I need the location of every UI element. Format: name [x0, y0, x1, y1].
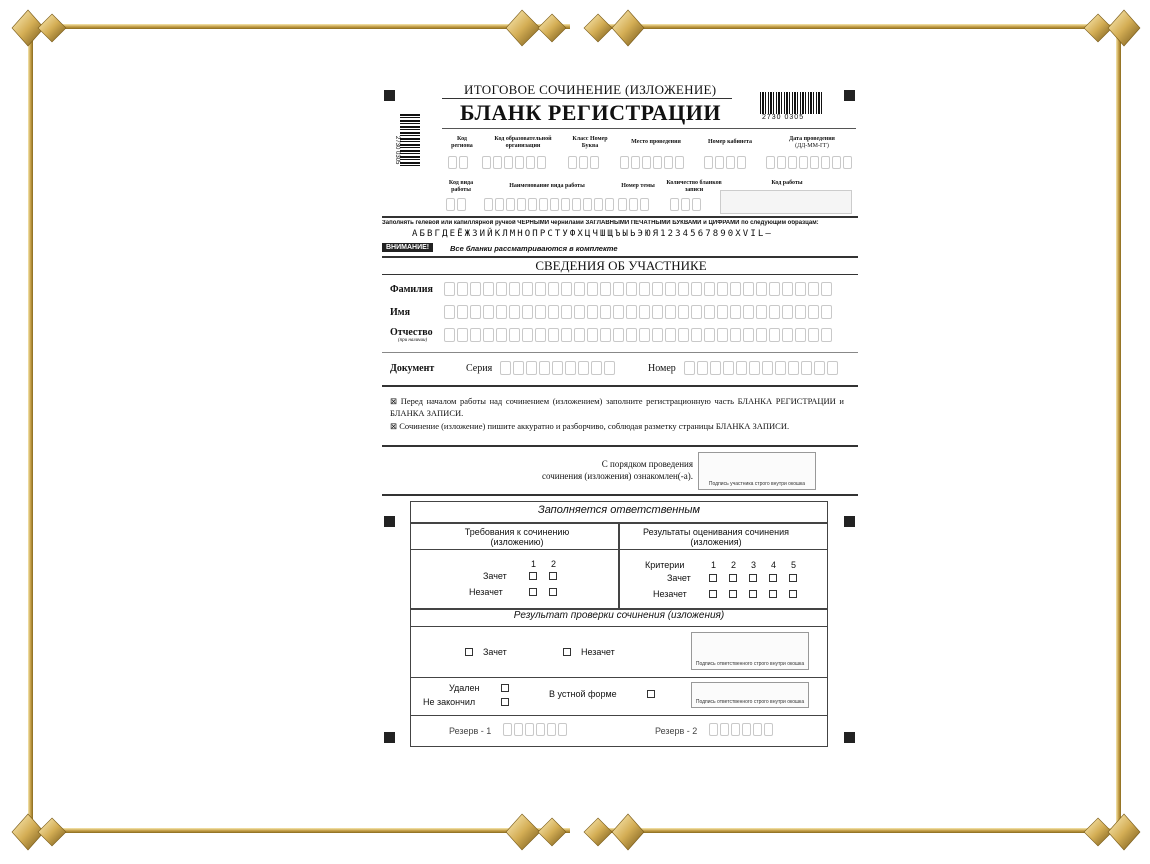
date-format: (ДД-ММ-ГГ): [795, 143, 829, 149]
criteria4-pass-checkbox[interactable]: [769, 574, 777, 582]
work-type-label: Код вида работы: [448, 180, 474, 193]
check-fail-label: Незачет: [581, 647, 615, 657]
note-2: ⊠ Сочинение (изложение) пишите аккуратно и разборчиво, соблюдая разметку страницы БЛАНКА ЗАПИСИ.: [390, 421, 790, 431]
not-finished-checkbox[interactable]: [501, 698, 509, 706]
name-label: Имя: [390, 307, 410, 318]
criteria3-fail-checkbox[interactable]: [749, 590, 757, 598]
criteria-label: Критерии: [645, 560, 685, 570]
criteria5-pass-checkbox[interactable]: [789, 574, 797, 582]
criteria1-pass-checkbox[interactable]: [709, 574, 717, 582]
work-code-label: Код работы: [771, 180, 803, 186]
req2-pass-checkbox[interactable]: [549, 572, 557, 580]
anchor-mark: [384, 90, 395, 101]
topic-cells[interactable]: [618, 198, 649, 211]
column-divider: [618, 522, 620, 608]
check-fail-checkbox[interactable]: [563, 648, 571, 656]
note-1: ⊠ Перед началом работы над сочинением (изложением) заполните регистрационную часть БЛАНКА РЕГИСТРАЦИИ и БЛАНКА ЗАПИСИ.: [390, 396, 844, 418]
req2-fail-checkbox[interactable]: [549, 588, 557, 596]
name-cells[interactable]: [444, 305, 832, 319]
not-finished-label: Не закончил: [423, 697, 476, 707]
anchor-mark: [844, 516, 855, 527]
date-label: Дата проведения: [789, 136, 835, 142]
criteria2-pass-checkbox[interactable]: [729, 574, 737, 582]
registration-form: [378, 80, 864, 770]
series-cells[interactable]: [500, 361, 615, 375]
place-cells[interactable]: [620, 156, 684, 169]
check-pass-label: Зачет: [483, 647, 507, 657]
results-title: Результаты оценивания сочинения (изложения): [643, 527, 789, 547]
reserve-2-label: Резерв - 2: [655, 726, 698, 736]
criteria-pass-label: Зачет: [667, 573, 691, 583]
patronymic-note: (при наличии): [398, 338, 428, 343]
surname-cells[interactable]: [444, 282, 832, 296]
criteria2-fail-checkbox[interactable]: [729, 590, 737, 598]
req-num-2: 2: [551, 559, 557, 569]
block-rule: [411, 715, 827, 716]
oral-form-checkbox[interactable]: [647, 690, 655, 698]
removed-checkbox[interactable]: [501, 684, 509, 692]
responsible-block: [410, 501, 828, 747]
criteria1-fail-checkbox[interactable]: [709, 590, 717, 598]
anchor-mark: [844, 732, 855, 743]
sheets-count-label: Количество бланков записи: [666, 180, 722, 193]
req1-fail-checkbox[interactable]: [529, 588, 537, 596]
criteria-num-3: 3: [751, 560, 757, 570]
date-cells[interactable]: [766, 156, 852, 169]
anchor-mark: [384, 516, 395, 527]
block-rule: [411, 626, 827, 627]
oral-form-label: В устной форме: [549, 689, 617, 699]
section-rule: [382, 385, 858, 387]
top-barcode: [760, 92, 824, 114]
check-pass-checkbox[interactable]: [465, 648, 473, 656]
criteria3-pass-checkbox[interactable]: [749, 574, 757, 582]
work-name-cells[interactable]: [484, 198, 614, 211]
anchor-mark: [384, 732, 395, 743]
check-result-title: Результат проверки сочинения (изложения): [513, 610, 725, 621]
warning-text: Все бланки рассматриваются в комплекте: [450, 244, 618, 253]
topic-number-label: Номер темы: [621, 183, 655, 189]
patronymic-label: Отчество: [390, 327, 433, 338]
block-rule: [619, 549, 827, 550]
criteria-num-5: 5: [791, 560, 797, 570]
anchor-mark: [844, 90, 855, 101]
surname-label: Фамилия: [390, 284, 433, 295]
participant-signature-box[interactable]: [698, 452, 816, 490]
req-fail-label: Незачет: [469, 587, 503, 597]
req-pass-label: Зачет: [483, 571, 507, 581]
class-cells[interactable]: [568, 156, 599, 169]
criteria-num-2: 2: [731, 560, 737, 570]
responsible-signature-box-2[interactable]: [691, 682, 809, 708]
document-label: Документ: [390, 363, 435, 374]
org-code-cells[interactable]: [482, 156, 546, 169]
criteria-num-1: 1: [711, 560, 717, 570]
number-cells[interactable]: [684, 361, 838, 375]
room-label: Номер кабинета: [707, 139, 753, 145]
criteria4-fail-checkbox[interactable]: [769, 590, 777, 598]
region-code-label: Код региона: [451, 136, 473, 149]
header-rule: [442, 98, 732, 99]
responsible-signature-caption-2: Подпись ответственного строго внутри окошка: [695, 699, 805, 705]
class-label: Класс Номер Буква: [572, 136, 608, 149]
reserve-1-label: Резерв - 1: [449, 726, 492, 736]
number-label: Номер: [648, 363, 676, 374]
section-rule: [382, 274, 858, 275]
responsible-title: Заполняется ответственным: [537, 504, 701, 516]
side-barcode: [400, 114, 420, 166]
acknowledge-line1: С порядком проведения: [601, 459, 693, 469]
place-label: Место проведения: [631, 139, 681, 145]
block-rule: [411, 549, 619, 550]
criteria-num-4: 4: [771, 560, 777, 570]
warning-badge: ВНИМАНИЕ!: [382, 243, 433, 252]
region-code-cells[interactable]: [448, 156, 468, 169]
work-code-box: [720, 190, 852, 214]
work-name-label: Наименование вида работы: [509, 183, 585, 189]
req1-pass-checkbox[interactable]: [529, 572, 537, 580]
form-overline: ИТОГОВОЕ СОЧИНЕНИЕ (ИЗЛОЖЕНИЕ): [464, 82, 717, 97]
form-title: БЛАНК РЕГИСТРАЦИИ: [460, 100, 721, 125]
codes-rule: [442, 128, 856, 129]
section-rule: [382, 216, 858, 218]
reserve-2-cells[interactable]: [709, 723, 773, 736]
section-rule: [382, 494, 858, 496]
criteria5-fail-checkbox[interactable]: [789, 590, 797, 598]
responsible-signature-box[interactable]: [691, 632, 809, 670]
series-label: Серия: [466, 363, 493, 374]
org-code-label: Код образовательной организации: [494, 136, 552, 149]
top-barcode-number: 2730 0305: [762, 114, 805, 121]
req-num-1: 1: [531, 559, 537, 569]
requirements-title: Требования к сочинению (изложению): [464, 527, 570, 547]
sheets-cells[interactable]: [670, 198, 701, 211]
participant-section-title: СВЕДЕНИЯ ОБ УЧАСТНИКЕ: [535, 258, 707, 273]
responsible-signature-caption: Подпись ответственного строго внутри окошка: [695, 661, 805, 667]
removed-label: Удален: [449, 683, 480, 693]
block-rule: [411, 677, 827, 678]
sample-alphabet: АБВГДЕЁЖЗИЙКЛМНОПРСТУФХЦЧШЩЪЫЬЭЮЯ1234567890XVIL–: [412, 229, 773, 239]
side-barcode-number: 2730 0305: [394, 136, 400, 165]
acknowledge-line2: сочинения (изложения) ознакомлен(-а).: [541, 471, 693, 481]
section-rule: [382, 352, 858, 353]
reserve-1-cells[interactable]: [503, 723, 567, 736]
work-type-cells[interactable]: [446, 198, 466, 211]
fill-instructions: Заполнять гелевой или капиллярной ручкой ЧЕРНЫМИ чернилами ЗАГЛАВНЫМИ ПЕЧАТНЫМИ БУКВАМИ и ЦИФРАМИ по следующим образцам:: [382, 220, 819, 226]
section-rule: [382, 445, 858, 447]
room-cells[interactable]: [704, 156, 746, 169]
criteria-fail-label: Незачет: [653, 589, 687, 599]
participant-signature-caption: Подпись участника строго внутри окошка: [708, 481, 806, 487]
patronymic-cells[interactable]: [444, 328, 832, 342]
